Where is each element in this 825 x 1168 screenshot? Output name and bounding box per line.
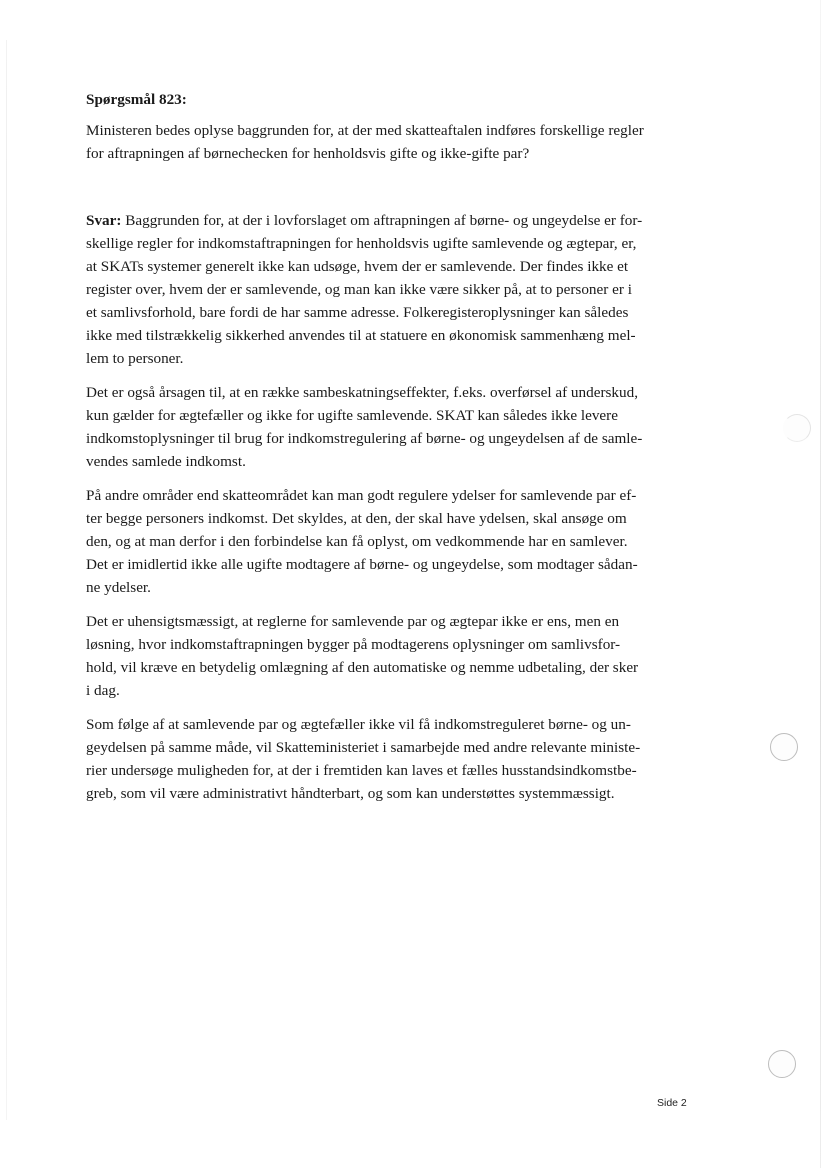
answer-line: vendes samlede indkomst. bbox=[86, 453, 246, 470]
answer-line: Som følge af at samlevende par og ægtefæller ikke vil få indkomstreguleret børne- og un- bbox=[86, 716, 631, 733]
answer-line: den, og at man derfor i den forbindelse kan få oplyst, om vedkommende har en samlever. bbox=[86, 533, 628, 550]
answer-line: register over, hvem der er samlevende, og man kan ikke være sikker på, at to personer er i bbox=[86, 281, 632, 298]
answer-paragraph-3 bbox=[86, 484, 692, 599]
answer-first-line bbox=[86, 209, 692, 232]
answer-line: På andre områder end skatteområdet kan man godt regulere ydelser for samlevende par ef- bbox=[86, 487, 637, 504]
answer-line: ikke med tilstrækkelig sikkerhed anvendes til at statuere en økonomisk sammenhæng mel- bbox=[86, 327, 636, 344]
answer-paragraph-5 bbox=[86, 713, 692, 805]
punch-hole-top bbox=[783, 414, 811, 442]
answer-line: kun gælder for ægtefæller og ikke for ugifte samlevende. SKAT kan således ikke levere bbox=[86, 407, 618, 424]
answer-line: ter begge personers indkomst. Det skyldes, at den, der skal have ydelsen, skal ansøge om bbox=[86, 510, 627, 527]
answer-line: at SKATs systemer generelt ikke kan udsøge, hvem der er samlevende. Der findes ikke et bbox=[86, 258, 629, 275]
answer-line: Baggrunden for, at der i lovforslaget om aftrapningen af børne- og ungeydelse er for- bbox=[121, 212, 643, 229]
answer-paragraph-1 bbox=[86, 209, 692, 370]
answer-line: hold, vil kræve en betydelig omlægning af den automatiske og nemme udbetaling, der sker bbox=[86, 659, 639, 676]
answer-paragraph-2 bbox=[86, 381, 692, 473]
answer-line: rier undersøge muligheden for, at der i fremtiden kan laves et fælles husstandsindkomstbe- bbox=[86, 762, 637, 779]
scan-edge-left bbox=[6, 40, 7, 1120]
page-number: Side 2 bbox=[657, 1097, 687, 1109]
answer-line: Det er uhensigtsmæssigt, at reglerne for samlevende par og ægtepar ikke er ens, men en bbox=[86, 613, 620, 630]
answer-line: Det er også årsagen til, at en række sambeskatningseffekter, f.eks. overførsel af underskud, bbox=[86, 384, 638, 401]
answer-line: løsning, hvor indkomstaftrapningen bygger på modtagerens oplysninger om samlivsfor- bbox=[86, 636, 621, 653]
punch-hole-middle bbox=[770, 733, 798, 761]
answer-label: Svar: bbox=[86, 212, 122, 229]
answer-line: skellige regler for indkomstaftrapningen for henholdsvis ugifte samlevende og ægtepar, er, bbox=[86, 235, 637, 252]
answer-paragraph-4 bbox=[86, 610, 692, 702]
answer-line: Det er imidlertid ikke alle ugifte modtagere af børne- og ungeydelse, som modtager sådan- bbox=[86, 556, 638, 573]
question-text bbox=[86, 119, 692, 165]
answer-line: lem to personer. bbox=[86, 350, 184, 367]
scan-edge-right bbox=[820, 0, 821, 1168]
document-body bbox=[86, 88, 692, 816]
answer-line: i dag. bbox=[86, 682, 120, 699]
question-line: Ministeren bedes oplyse baggrunden for, at der med skatteaftalen indføres forskellige regler bbox=[86, 122, 644, 139]
answer-line: ne ydelser. bbox=[86, 579, 151, 596]
answer-line: greb, som vil være administrativt håndterbart, og som kan understøttes systemmæssigt. bbox=[86, 785, 615, 802]
punch-hole-bottom bbox=[768, 1050, 796, 1078]
question-title: Spørgsmål 823: bbox=[86, 91, 187, 108]
answer-line: indkomstoplysninger til brug for indkomstregulering af børne- og ungeydelsen af de samle- bbox=[86, 430, 643, 447]
answer-line: et samlivsforhold, bare fordi de har samme adresse. Folkeregisteroplysninger kan således bbox=[86, 304, 629, 321]
question-line: for aftrapningen af børnechecken for henholdsvis gifte og ikke-gifte par? bbox=[86, 145, 530, 162]
answer-line: geydelsen på samme måde, vil Skatteministeriet i samarbejde med andre relevante ministe- bbox=[86, 739, 641, 756]
